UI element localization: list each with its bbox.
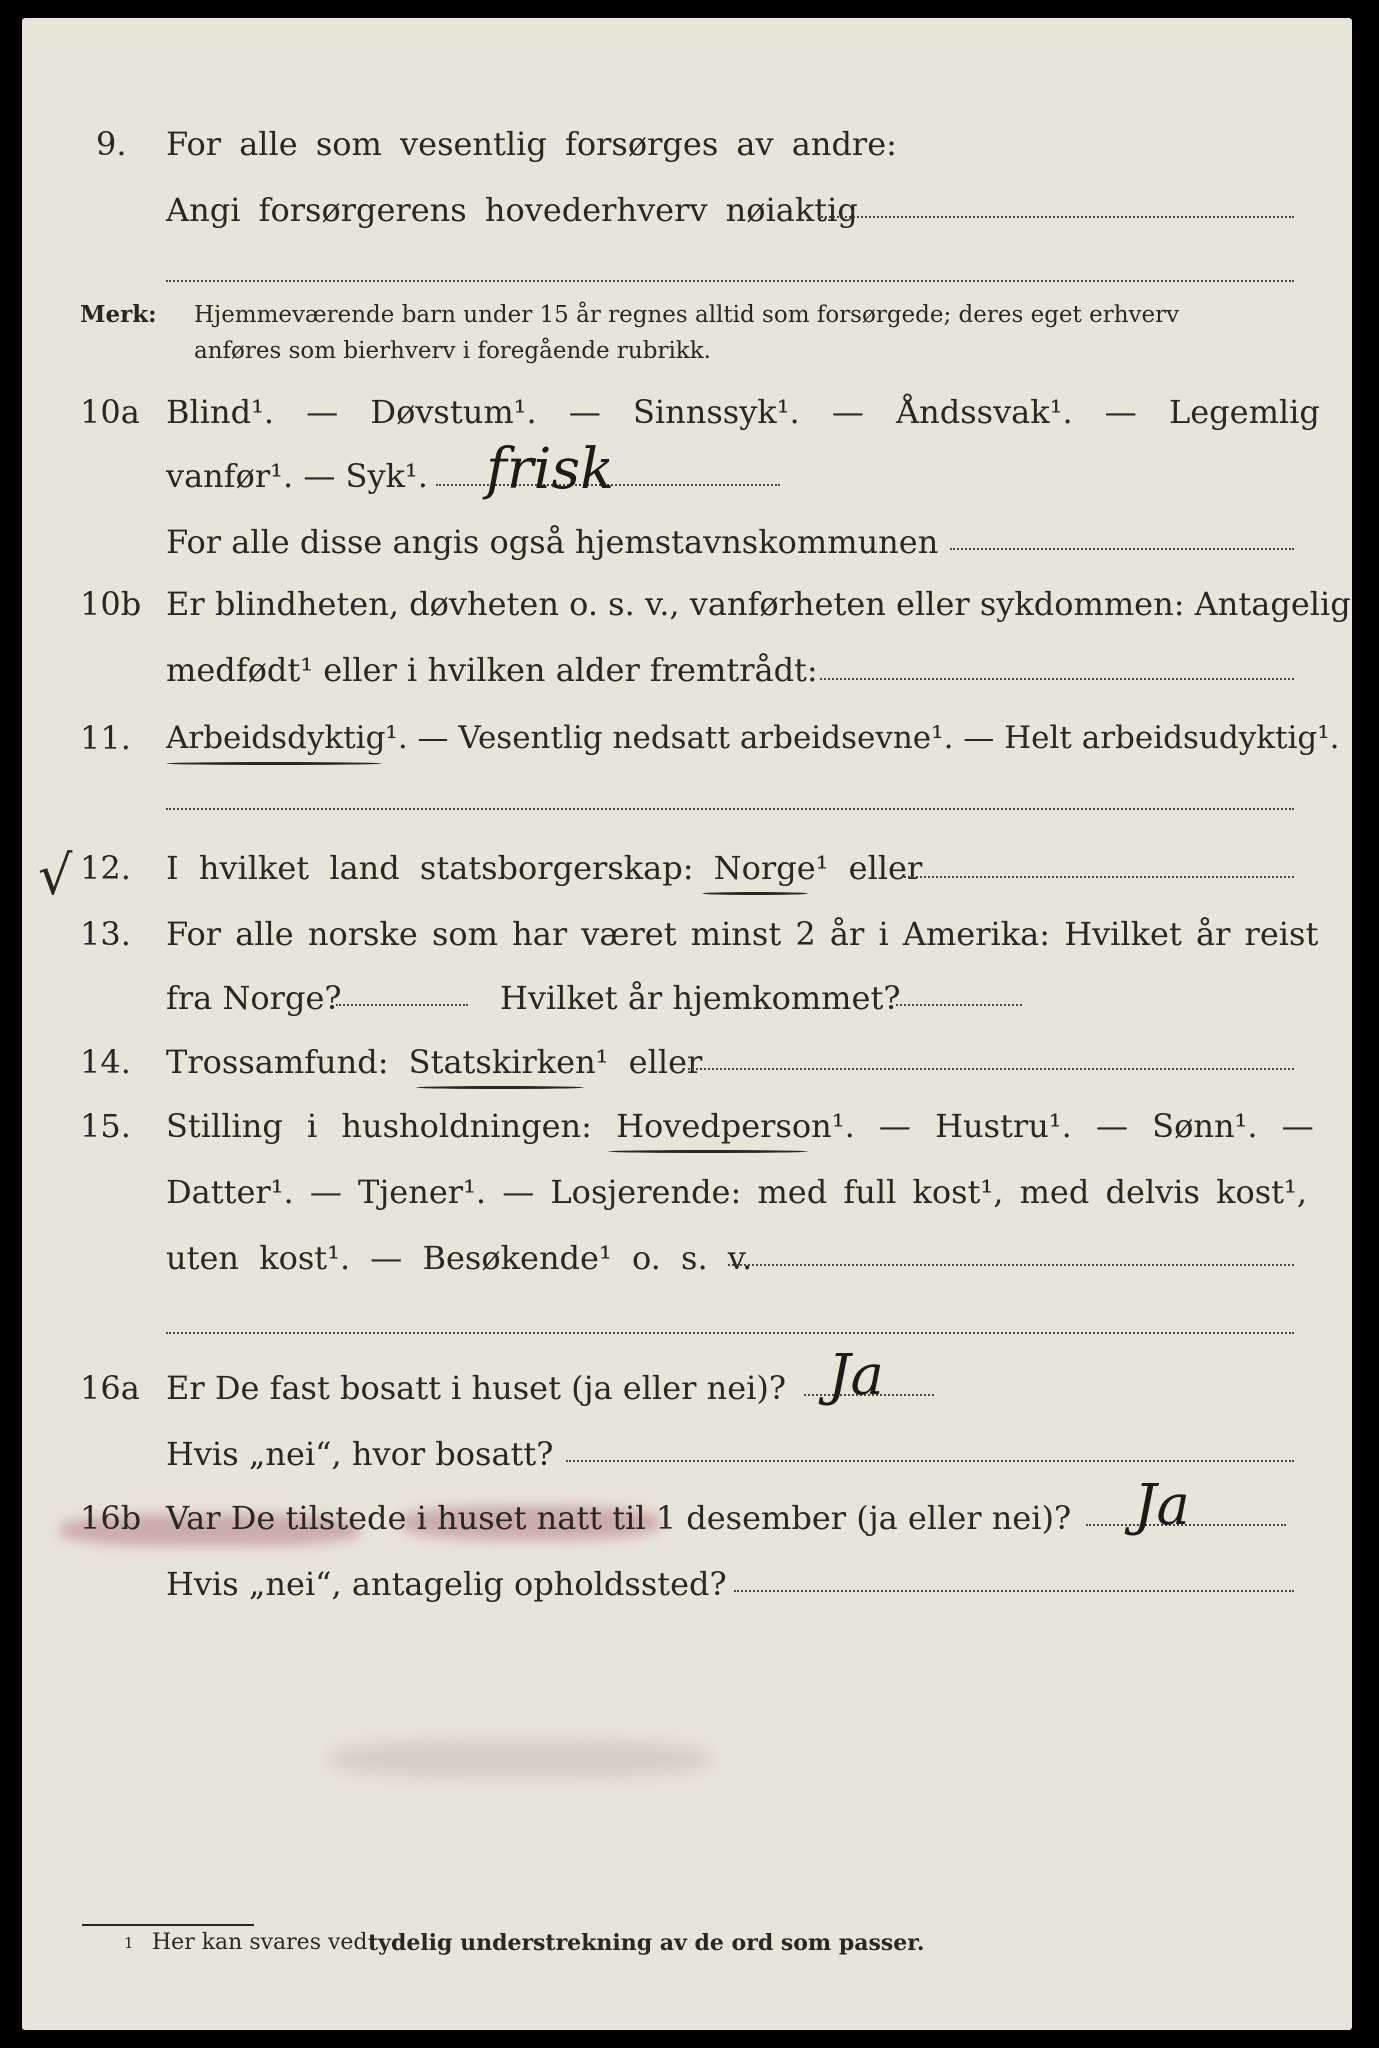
q13-line2a: fra Norge?	[166, 979, 342, 1017]
merk-line2: anføres som bierhverv i foregående rubrikk.	[194, 338, 711, 364]
q12-answer-line	[904, 876, 1294, 878]
q16b-number: 16b	[80, 1499, 142, 1537]
q11-number: 11.	[80, 719, 131, 757]
q10a-line1: Blind¹. — Døvstum¹. — Sinnssyk¹. — Åndssvak¹. — Legemlig	[166, 393, 1320, 431]
q11-line1: Arbeidsdyktig¹. — Vesentlig nedsatt arbeidsevne¹. — Helt arbeidsudyktig¹.	[166, 720, 1340, 756]
q10a-handwritten-answer: frisk	[486, 437, 615, 502]
q16b-line1: Var De tilstede i huset natt til 1 desember (ja eller nei)?	[166, 1499, 1072, 1537]
q15-answer-line	[728, 1264, 1294, 1266]
q14-line1: Trossamfund: Statskirken¹ eller	[166, 1043, 703, 1081]
q9-line2: Angi forsørgerens hovederhverv nøiaktig	[166, 191, 858, 229]
q16a-handwritten-answer: Ja	[828, 1343, 884, 1408]
q9-answer-line	[818, 216, 1294, 218]
q14-answer-line	[688, 1068, 1294, 1070]
q13-number: 13.	[80, 915, 131, 953]
q9-number: 9.	[96, 125, 127, 163]
q12-number: 12.	[80, 849, 131, 887]
merk-label: Merk:	[80, 301, 157, 328]
merk-line1: Hjemmeværende barn under 15 år regnes alltid som forsørgede; deres eget erhverv	[194, 302, 1180, 328]
q10a-hjemstavn-line	[950, 548, 1294, 550]
q10b-line1: Er blindheten, døvheten o. s. v., vanførheten eller sykdommen: Antagelig	[166, 585, 1351, 623]
q16a-line2: Hvis „nei“, hvor bosatt?	[166, 1435, 554, 1473]
q15-underline	[608, 1150, 808, 1153]
q13-line1: For alle norske som har været minst 2 år i Amerika: Hvilket år reist	[166, 915, 1319, 953]
q9-answer-line-2	[166, 280, 1294, 282]
q12-line1: I hvilket land statsborgerskap: Norge¹ eller	[166, 849, 923, 887]
q15-line1: Stilling i husholdningen: Hovedperson¹. — Hustru¹. — Sønn¹. —	[166, 1107, 1314, 1145]
q16a-line1: Er De fast bosatt i huset (ja eller nei)?	[166, 1369, 787, 1407]
q16a-number: 16a	[80, 1369, 140, 1407]
q15-line3: uten kost¹. — Besøkende¹ o. s. v.	[166, 1239, 753, 1277]
q15-number: 15.	[80, 1107, 131, 1145]
q15-line2: Datter¹. — Tjener¹. — Losjerende: med full kost¹, med delvis kost¹,	[166, 1173, 1308, 1211]
footnote-text-a: Her kan svares ved	[152, 1930, 368, 1955]
q15-rule	[166, 1332, 1294, 1334]
footnote-mark: 1	[124, 1934, 134, 1952]
q13-line2b: Hvilket år hjemkommet?	[500, 979, 901, 1017]
q10a-line2: vanfør¹. — Syk¹.	[166, 457, 428, 495]
q10a-line3: For alle disse angis også hjemstavnskommunen	[166, 523, 939, 561]
faint-show-through	[330, 1740, 710, 1778]
q10b-line2: medfødt¹ eller i hvilken alder fremtrådt:	[166, 651, 818, 689]
footnote-rule	[82, 1924, 254, 1926]
q14-underline	[416, 1086, 584, 1089]
q14-number: 14.	[80, 1043, 131, 1081]
q12-check-mark: √	[38, 844, 73, 907]
q11-underline	[166, 762, 382, 765]
q16b-opholdssted-line	[734, 1590, 1294, 1592]
q9-line1: For alle som vesentlig forsørges av andre:	[166, 125, 897, 163]
q13-hjemkommet-line	[896, 1004, 1022, 1006]
q16a-bosatt-line	[566, 1460, 1294, 1462]
q10b-answer-line	[820, 678, 1294, 680]
q16b-handwritten-answer: Ja	[1134, 1473, 1190, 1538]
footnote-text-b: tydelig understrekning av de ord som passer.	[368, 1930, 925, 1956]
q10a-number: 10a	[80, 393, 140, 431]
q10b-number: 10b	[80, 585, 142, 623]
q11-rule	[166, 808, 1294, 810]
q13-reist-line	[336, 1004, 468, 1006]
q16b-line2: Hvis „nei“, antagelig opholdssted?	[166, 1565, 727, 1603]
q12-underline	[702, 892, 808, 895]
